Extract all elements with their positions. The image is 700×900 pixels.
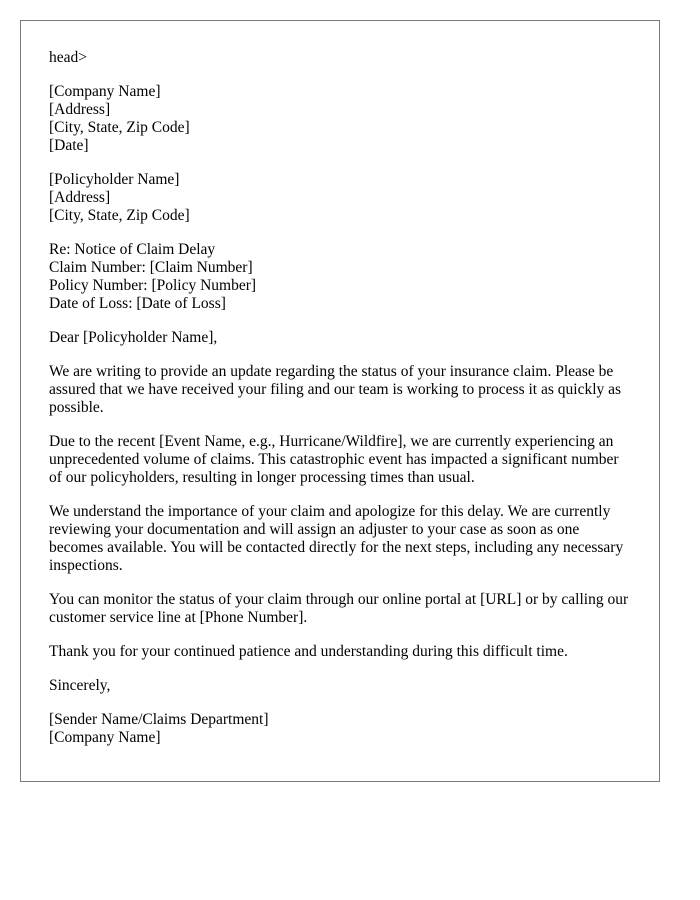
sender-name: [Sender Name/Claims Department]	[49, 711, 269, 728]
signature-company-name: [Company Name]	[49, 729, 161, 746]
recipient-address-block	[49, 171, 631, 225]
signature-block	[49, 711, 631, 747]
sender-company-name: [Company Name]	[49, 83, 161, 100]
body-paragraph: We understand the importance of your claim and apologize for this delay. We are currently reviewing your documentation and will assign an adjuster to your case as soon as one becomes available. You will be contacted directly for the next steps, including any necessary inspections.	[49, 503, 624, 574]
letter-date: [Date]	[49, 137, 89, 154]
closing: Sincerely,	[49, 677, 111, 694]
recipient-city-state-zip: [City, State, Zip Code]	[49, 207, 190, 224]
recipient-name: [Policyholder Name]	[49, 171, 180, 188]
body-paragraph: Due to the recent [Event Name, e.g., Hurricane/Wildfire], we are currently experiencing an unprecedented volume of claims. This catastrophic event has impacted a significant number of our policyholders, resulting in longer processing times than usual.	[49, 433, 619, 486]
date-of-loss-line: Date of Loss: [Date of Loss]	[49, 295, 226, 312]
subject-line: Re: Notice of Claim Delay	[49, 241, 216, 258]
sender-city-state-zip: [City, State, Zip Code]	[49, 119, 190, 136]
letter-frame	[20, 20, 660, 782]
salutation: Dear [Policyholder Name],	[49, 329, 218, 346]
body-paragraph: You can monitor the status of your claim through our online portal at [URL] or by calling our customer service line at [Phone Number].	[49, 591, 629, 626]
body-paragraph: We are writing to provide an update regarding the status of your insurance claim. Please be assured that we have received your filing and our team is working to process it as quickly as possible.	[49, 363, 622, 416]
claim-number-line: Claim Number: [Claim Number]	[49, 259, 253, 276]
reference-block	[49, 241, 631, 313]
body-paragraph: Thank you for your continued patience and understanding during this difficult time.	[49, 643, 568, 660]
sender-address: [Address]	[49, 101, 111, 118]
stray-header-text: head>	[49, 49, 88, 66]
sender-address-block	[49, 83, 631, 155]
policy-number-line: Policy Number: [Policy Number]	[49, 277, 257, 294]
recipient-address: [Address]	[49, 189, 111, 206]
